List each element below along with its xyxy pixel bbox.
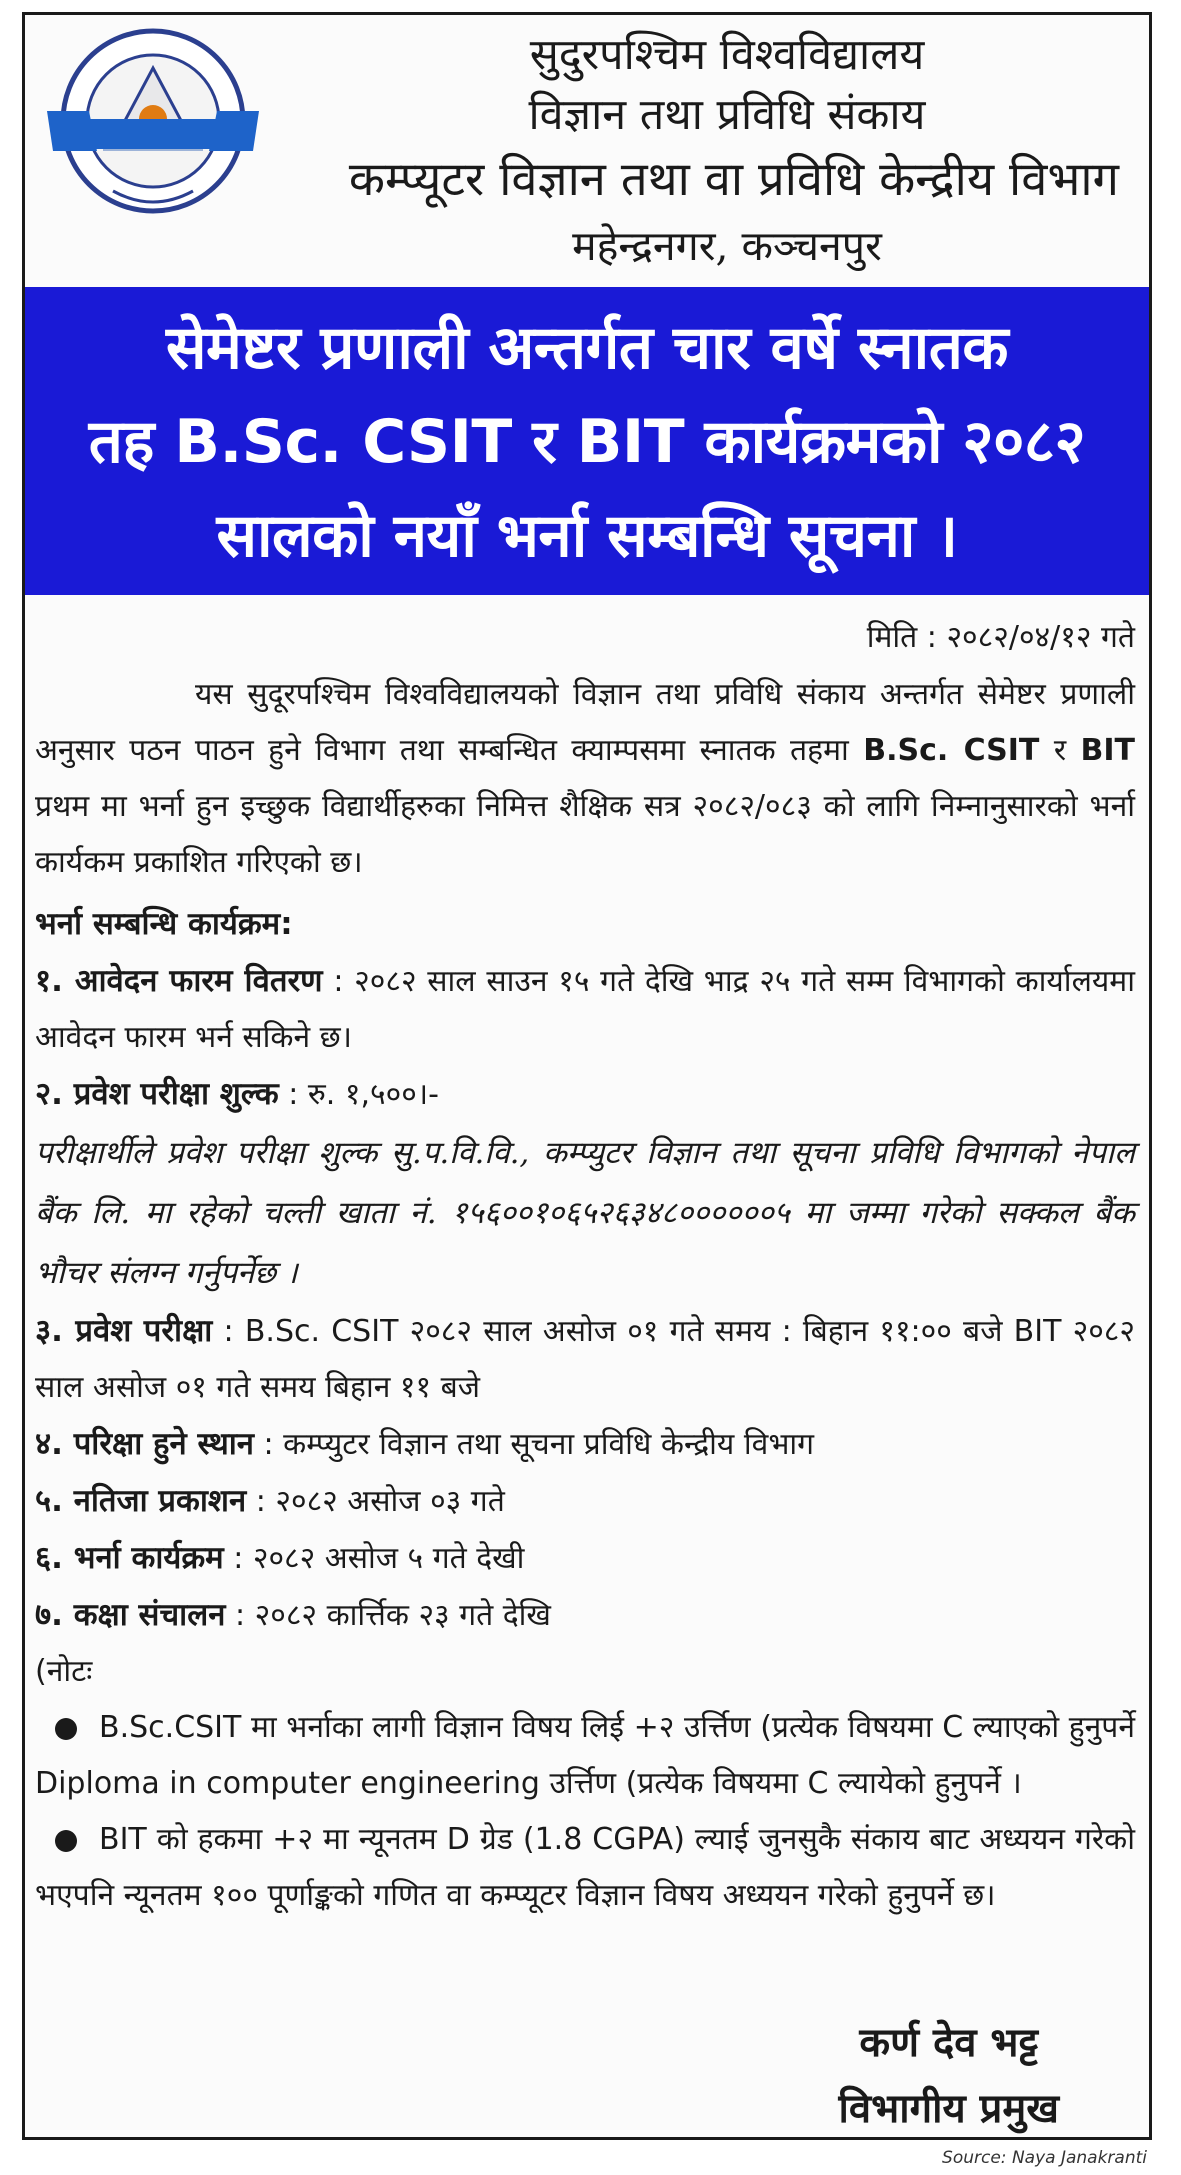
location: महेन्द्रनगर, कञ्चनपुर — [572, 222, 882, 270]
signatory-title: विभागीय प्रमुख — [838, 2085, 1059, 2132]
banner-line-1: सेमेष्टर प्रणाली अन्तर्गत चार वर्षे स्नातक — [165, 313, 1008, 383]
schedule-item-4 — [35, 1416, 1135, 1473]
intro-text-3: प्रथम मा भर्ना हुन इच्छुक विद्यार्थीहरुका निमित्त शैक्षिक सत्र २०८२/०८३ को लागि निम्नानुसारको भर्ना कार्यकम प्रकाशित गरिएको छ। — [35, 789, 1135, 880]
bullet-icon — [55, 1830, 77, 1852]
schedule-item-text: : २०८२ असोज ५ गते देखी — [223, 1541, 525, 1576]
banner-line-2: तह B.Sc. CSIT र BIT कार्यक्रमको २०८२ — [88, 407, 1086, 477]
schedule-item-label: ४. परिक्षा हुने स्थान — [35, 1426, 254, 1462]
schedule-item-text: : २०८२ साल साउन १५ गते देखि भाद्र २५ गते सम्म विभागको कार्यालयमा आवेदन फारम भर्न सकिने छ। — [35, 964, 1136, 1055]
notice-document — [22, 12, 1152, 2140]
schedule-item-label: ६. भर्ना कार्यक्रम — [35, 1540, 224, 1576]
schedule-item-label: ५. नतिजा प्रकाशन — [35, 1483, 247, 1519]
intro-text-2: र — [1039, 733, 1081, 768]
title-banner — [25, 287, 1149, 595]
note-item-bit — [35, 1812, 1135, 1924]
header-block — [265, 25, 1129, 277]
fee-deposit-note: परीक्षार्थीले प्रवेश परीक्षा शुल्क सु.प.वि.वि., कम्प्युटर विज्ञान तथा सूचना प्रविधि विभागको नेपाल बैंक लि. मा रहेको चल्ती खाता नं. १५६००१०६५२६३४८००००००५ मा जम्मा गरेको सक्कल बैंक भौचर संलग्न गर्नुपर्नेछ । — [35, 1135, 1135, 1291]
note-label: (नोटः — [35, 1654, 93, 1689]
schedule-item-7 — [35, 1587, 1135, 1644]
schedule-item-text: : २०८२ असोज ०३ गते — [246, 1484, 505, 1519]
schedule-item-1 — [35, 953, 1135, 1066]
source-credit: Source: Naya Janakranti — [942, 2148, 1147, 2168]
schedule-item-text: : २०८२ कार्त्तिक २३ गते देखि — [225, 1598, 551, 1633]
intro-text-1: यस सुदूरपश्चिम विश्वविद्यालयको विज्ञान तथा प्रविधि संकाय अन्तर्गत सेमेष्टर प्रणाली अनुसार पठन पाठन हुने विभाग तथा सम्बन्धित क्याम्पसमा स्नातक तहमा — [35, 677, 1135, 768]
schedule-heading-text: भर्ना सम्बन्धि कार्यक्रम — [35, 906, 281, 942]
schedule-item-label: ७. कक्षा संचालन — [35, 1597, 226, 1633]
note-text: B.Sc.CSIT मा भर्नाका लागी विज्ञान विषय लिई +२ उर्त्तिण (प्रत्येक विषयमा C ल्याएको हुनुपर्ने Diploma in computer engineering उर्त्तिण (प्रत्येक विषयमा C ल्यायेको हुनुपर्ने । — [35, 1710, 1135, 1801]
schedule-item-3 — [35, 1303, 1135, 1416]
notice-date: मिति : २०८२/०४/१२ गते — [866, 620, 1135, 655]
note-text: BIT को हकमा +२ मा न्यूनतम D ग्रेड (1.8 CGPA) ल्याई जुनसुकै संकाय बाट अध्ययन गरेको भएपनि न्यूनतम १०० पूर्णाङ्कको गणित वा कम्प्यूटर विज्ञान विषय अध्ययन गरेको हुनुपर्ने छ। — [35, 1822, 1135, 1913]
notice-body — [35, 613, 1135, 1924]
department-name: कम्प्यूटर विज्ञान तथा वा प्रविधि केन्द्रीय विभाग — [348, 152, 1119, 207]
schedule-item-label: २. प्रवेश परीक्षा शुल्क — [35, 1076, 279, 1112]
university-seal-icon — [43, 23, 263, 228]
intro-program-csit: B.Sc. CSIT — [863, 733, 1040, 768]
schedule-heading — [35, 895, 1135, 953]
schedule-item-5 — [35, 1473, 1135, 1530]
faculty-name: विज्ञान तथा प्रविधि संकाय — [528, 90, 926, 140]
note-item-csit — [35, 1700, 1135, 1812]
schedule-item-2 — [35, 1066, 1135, 1123]
schedule-item-label: ३. प्रवेश परीक्षा — [35, 1313, 213, 1349]
university-name: सुदुरपश्चिम विश्वविद्यालय — [529, 30, 925, 80]
schedule-item-text: : B.Sc. CSIT २०८२ साल असोज ०१ गते समय : बिहान ११:०० बजे BIT २०८२ साल असोज ०१ गते समय बिहान ११ बजे — [35, 1314, 1135, 1405]
schedule-item-label: १. आवेदन फारम वितरण — [35, 963, 323, 999]
schedule-item-text: : रु. १,५००।- — [278, 1077, 439, 1112]
schedule-item-text: : कम्प्युटर विज्ञान तथा सूचना प्रविधि केन्द्रीय विभाग — [254, 1427, 815, 1462]
bullet-icon — [55, 1718, 77, 1740]
signatory-name: कर्ण देव भट्ट — [859, 2019, 1039, 2066]
banner-line-3: सालको नयाँ भर्ना सम्बन्धि सूचना । — [216, 501, 958, 571]
schedule-item-6 — [35, 1530, 1135, 1587]
schedule-heading-colon: : — [280, 906, 293, 942]
signature-block — [839, 2010, 1060, 2142]
intro-paragraph — [35, 667, 1135, 891]
intro-program-bit: BIT — [1080, 733, 1136, 768]
